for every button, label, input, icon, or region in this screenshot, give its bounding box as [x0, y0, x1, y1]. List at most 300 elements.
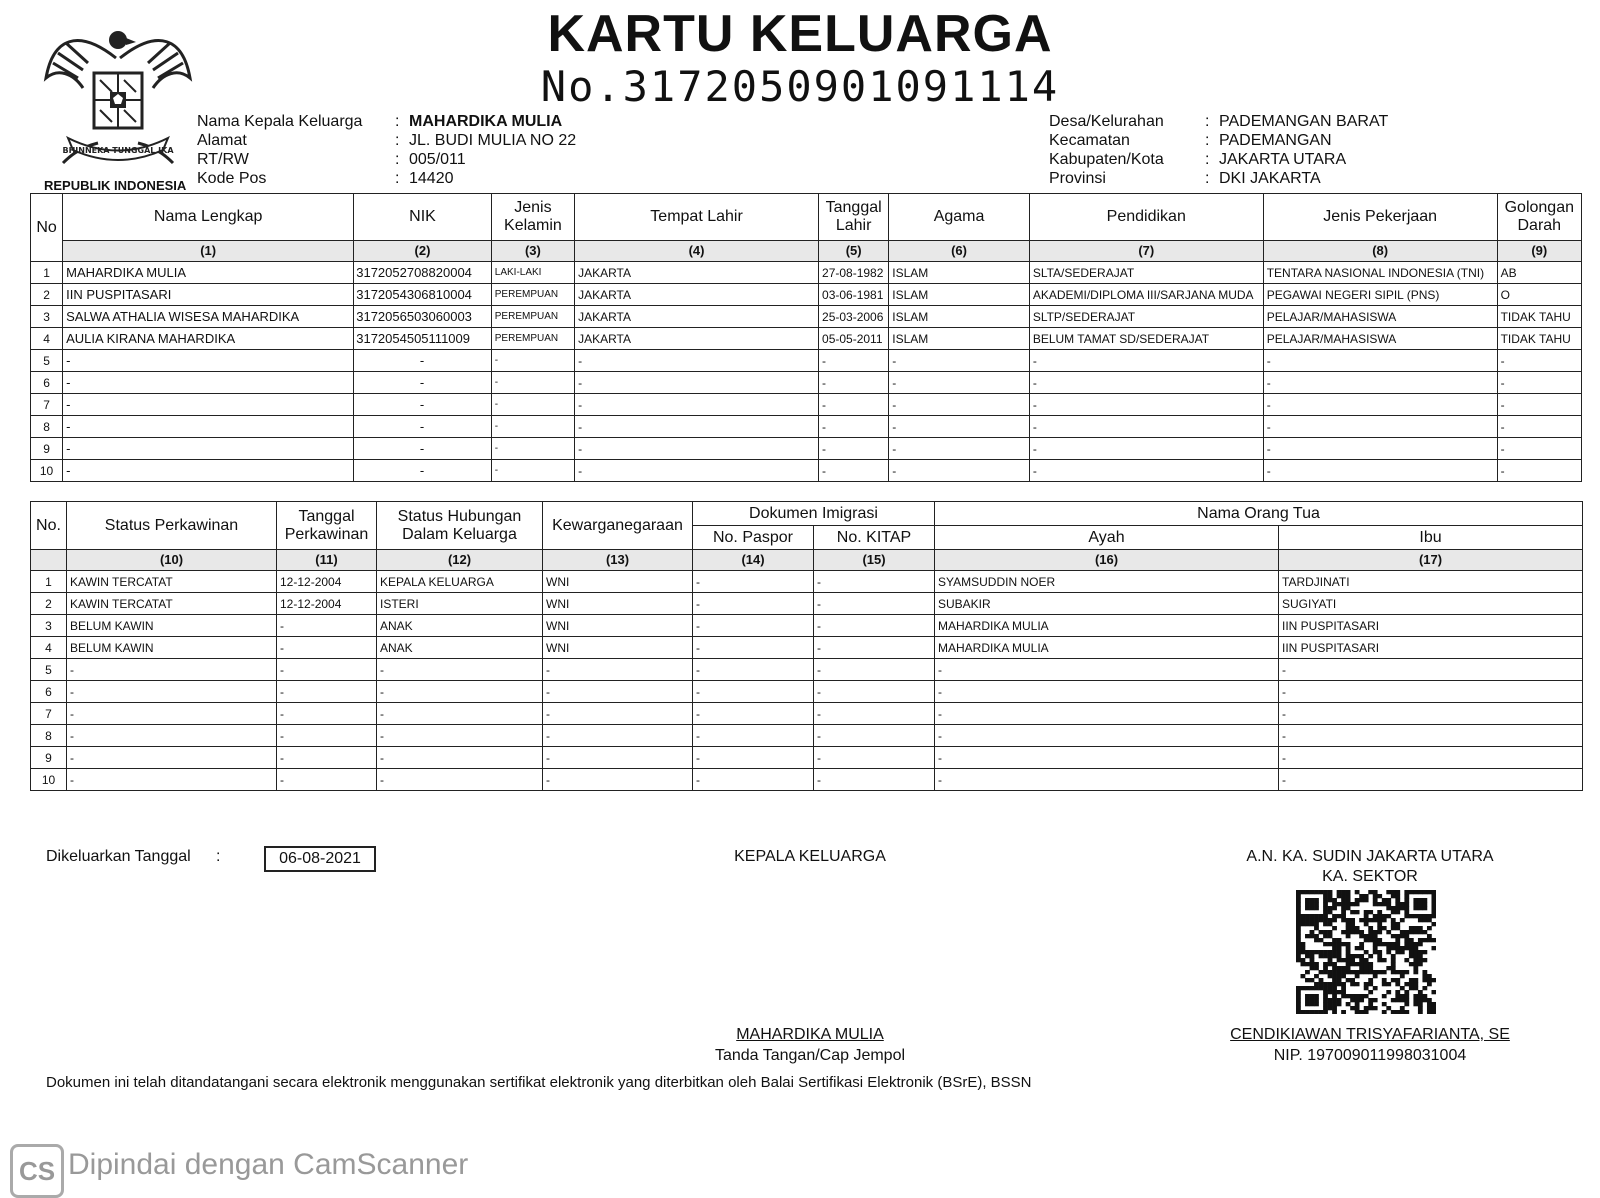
- table-row: [31, 681, 1583, 703]
- table-cell: IIN PUSPITASARI: [1279, 637, 1583, 659]
- table-cell: -: [277, 725, 377, 747]
- table-cell: -: [575, 416, 819, 438]
- t2-col-number: (17): [1279, 550, 1583, 571]
- table-cell: -: [889, 394, 1030, 416]
- table-cell: 10: [31, 769, 67, 791]
- table-cell: -: [354, 394, 492, 416]
- table-cell: -: [575, 394, 819, 416]
- table-cell: -: [889, 460, 1030, 482]
- table-cell: -: [819, 394, 889, 416]
- table-cell: -: [819, 372, 889, 394]
- table-cell: -: [935, 703, 1279, 725]
- table-cell: -: [1279, 681, 1583, 703]
- table-cell: KEPALA KELUARGA: [377, 571, 543, 593]
- table-cell: -: [693, 637, 814, 659]
- table-cell: -: [1029, 372, 1263, 394]
- t1-col-header: No: [31, 194, 63, 262]
- table-cell: 6: [31, 372, 63, 394]
- t1-col-number: (4): [575, 241, 819, 262]
- table-cell: -: [693, 681, 814, 703]
- table-cell: -: [819, 460, 889, 482]
- table-cell: -: [1029, 394, 1263, 416]
- table-cell: BELUM KAWIN: [67, 637, 277, 659]
- table-cell: -: [693, 659, 814, 681]
- emblem-caption: REPUBLIK INDONESIA: [44, 178, 187, 193]
- table-cell: PEREMPUAN: [491, 284, 574, 306]
- info-colon: :: [395, 170, 400, 187]
- table-cell: 3: [31, 306, 63, 328]
- table-cell: WNI: [543, 571, 693, 593]
- table-cell: JAKARTA: [575, 306, 819, 328]
- table-cell: 05-05-2011: [819, 328, 889, 350]
- table-cell: PELAJAR/MAHASISWA: [1263, 328, 1497, 350]
- table-cell: SUBAKIR: [935, 593, 1279, 615]
- table-row: [31, 416, 1582, 438]
- table-cell: -: [1263, 416, 1497, 438]
- table-cell: O: [1497, 284, 1581, 306]
- table-cell: WNI: [543, 637, 693, 659]
- t1-col-number: (9): [1497, 241, 1581, 262]
- table-cell: -: [377, 681, 543, 703]
- camscanner-text: Dipindai dengan CamScanner: [68, 1148, 469, 1181]
- table-cell: -: [63, 372, 354, 394]
- table-cell: 3: [31, 615, 67, 637]
- table-row: [31, 306, 1582, 328]
- t1-col-number: (1): [63, 241, 354, 262]
- table-cell: JAKARTA: [575, 284, 819, 306]
- table-cell: ISLAM: [889, 284, 1030, 306]
- t2-col-number: (10): [67, 550, 277, 571]
- table-cell: -: [1279, 769, 1583, 791]
- head-sign-label: Tanda Tangan/Cap Jempol: [714, 1047, 906, 1064]
- table-cell: 4: [31, 328, 63, 350]
- info-row: [197, 112, 576, 131]
- table-cell: 03-06-1981: [819, 284, 889, 306]
- table-cell: 3172052708820004: [354, 262, 492, 284]
- info-colon: :: [1205, 113, 1210, 130]
- table-cell: 27-08-1982: [819, 262, 889, 284]
- table-row: [31, 593, 1583, 615]
- table-cell: -: [1029, 460, 1263, 482]
- official-line1: A.N. KA. SUDIN JAKARTA UTARA: [1246, 848, 1494, 865]
- table-cell: -: [575, 350, 819, 372]
- table-cell: TIDAK TAHU: [1497, 306, 1581, 328]
- table-cell: 9: [31, 438, 63, 460]
- table-cell: TARDJINATI: [1279, 571, 1583, 593]
- table-cell: -: [277, 703, 377, 725]
- table-cell: -: [543, 659, 693, 681]
- table-cell: -: [354, 460, 492, 482]
- table-cell: -: [543, 681, 693, 703]
- issued-label: Dikeluarkan Tanggal: [46, 848, 191, 865]
- table-cell: PEGAWAI NEGERI SIPIL (PNS): [1263, 284, 1497, 306]
- info-row: [1049, 169, 1388, 188]
- table-cell: -: [1263, 394, 1497, 416]
- table-cell: -: [1497, 438, 1581, 460]
- info-colon: :: [395, 151, 400, 168]
- table-cell: ISLAM: [889, 306, 1030, 328]
- table-cell: 4: [31, 637, 67, 659]
- table-cell: -: [1497, 372, 1581, 394]
- t1-col-header: Agama: [889, 194, 1030, 241]
- table-cell: -: [277, 747, 377, 769]
- info-value: MAHARDIKA MULIA: [409, 113, 563, 130]
- table-cell: -: [935, 681, 1279, 703]
- info-colon: :: [395, 132, 400, 149]
- table-cell: -: [1497, 416, 1581, 438]
- table-cell: TIDAK TAHU: [1497, 328, 1581, 350]
- table-cell: -: [1263, 460, 1497, 482]
- camscanner-badge: CS: [10, 1144, 64, 1198]
- table-cell: 9: [31, 747, 67, 769]
- col-status-perkawinan: Status Perkawinan: [67, 502, 277, 550]
- table-cell: 1: [31, 262, 63, 284]
- col-kewarganegaraan: Kewarganegaraan: [543, 502, 693, 550]
- table-cell: -: [889, 350, 1030, 372]
- table-row: [31, 747, 1583, 769]
- col-status-hubungan: Status Hubungan Dalam Keluarga: [377, 502, 543, 550]
- t1-col-number: (7): [1029, 241, 1263, 262]
- t2-col-number: (14): [693, 550, 814, 571]
- table-cell: -: [377, 769, 543, 791]
- info-colon: :: [1205, 132, 1210, 149]
- table-cell: -: [889, 416, 1030, 438]
- table-cell: KAWIN TERCATAT: [67, 593, 277, 615]
- table-cell: -: [575, 438, 819, 460]
- table-row: [31, 394, 1582, 416]
- table-cell: -: [693, 747, 814, 769]
- official-nip: NIP. 197009011998031004: [1273, 1047, 1467, 1064]
- table-cell: -: [377, 703, 543, 725]
- table-cell: -: [935, 725, 1279, 747]
- table-cell: -: [67, 769, 277, 791]
- table-cell: -: [491, 372, 574, 394]
- table-cell: -: [693, 725, 814, 747]
- info-label: RT/RW: [197, 151, 249, 168]
- family-members-table: [30, 193, 1582, 482]
- table-cell: -: [277, 681, 377, 703]
- table-cell: 7: [31, 703, 67, 725]
- table-cell: MAHARDIKA MULIA: [935, 615, 1279, 637]
- t2-col-number-blank: [31, 550, 67, 571]
- table-row: [31, 284, 1582, 306]
- table-cell: -: [814, 659, 935, 681]
- table-cell: -: [1279, 659, 1583, 681]
- t1-col-number: (3): [491, 241, 574, 262]
- table-cell: -: [693, 571, 814, 593]
- info-colon: :: [1205, 151, 1210, 168]
- table-cell: 12-12-2004: [277, 593, 377, 615]
- table-cell: -: [814, 637, 935, 659]
- table-cell: -: [814, 747, 935, 769]
- t2-col-number: (16): [935, 550, 1279, 571]
- col-dokumen-imigrasi: Dokumen Imigrasi: [693, 502, 935, 526]
- table-cell: -: [693, 593, 814, 615]
- table-cell: -: [819, 438, 889, 460]
- t1-col-number: (2): [354, 241, 492, 262]
- table-cell: -: [1497, 394, 1581, 416]
- table-cell: -: [277, 659, 377, 681]
- info-colon: :: [395, 113, 400, 130]
- table-row: [31, 372, 1582, 394]
- table-cell: -: [1279, 747, 1583, 769]
- table-cell: -: [277, 615, 377, 637]
- table-cell: AULIA KIRANA MAHARDIKA: [63, 328, 354, 350]
- info-label: Desa/Kelurahan: [1049, 113, 1164, 130]
- table-cell: 25-03-2006: [819, 306, 889, 328]
- issued-date: 06-08-2021: [264, 846, 376, 872]
- table-row: [31, 350, 1582, 372]
- col-tanggal-perkawinan: Tanggal Perkawinan: [277, 502, 377, 550]
- household-info-right: [1049, 112, 1388, 188]
- table-cell: -: [354, 416, 492, 438]
- table-row: [31, 262, 1582, 284]
- table-cell: JAKARTA: [575, 328, 819, 350]
- table-cell: -: [67, 659, 277, 681]
- table-cell: -: [1279, 725, 1583, 747]
- table-cell: -: [63, 438, 354, 460]
- col-no: No.: [31, 502, 67, 550]
- table-cell: -: [377, 725, 543, 747]
- table-cell: -: [543, 703, 693, 725]
- table-cell: -: [935, 747, 1279, 769]
- table-cell: ANAK: [377, 615, 543, 637]
- table-cell: -: [377, 747, 543, 769]
- table-cell: -: [67, 681, 277, 703]
- table-cell: TENTARA NASIONAL INDONESIA (TNI): [1263, 262, 1497, 284]
- t1-col-header: Golongan Darah: [1497, 194, 1581, 241]
- table-cell: -: [814, 571, 935, 593]
- table-cell: -: [935, 659, 1279, 681]
- table-cell: -: [819, 416, 889, 438]
- table-cell: PELAJAR/MAHASISWA: [1263, 306, 1497, 328]
- info-value: PADEMANGAN BARAT: [1219, 113, 1389, 130]
- table-cell: -: [354, 350, 492, 372]
- table-cell: 2: [31, 593, 67, 615]
- table-row: [31, 725, 1583, 747]
- table-cell: -: [1263, 372, 1497, 394]
- table-cell: 12-12-2004: [277, 571, 377, 593]
- table-cell: -: [814, 769, 935, 791]
- head-title: KEPALA KELUARGA: [734, 848, 886, 865]
- info-value: 005/011: [409, 151, 466, 168]
- info-row: [1049, 112, 1388, 131]
- table-cell: 1: [31, 571, 67, 593]
- table-row: [31, 637, 1583, 659]
- table-cell: PEREMPUAN: [491, 306, 574, 328]
- table-cell: 3172054505111009: [354, 328, 492, 350]
- info-label: Kecamatan: [1049, 132, 1130, 149]
- info-label: Kode Pos: [197, 170, 267, 187]
- table-cell: -: [814, 681, 935, 703]
- table-cell: -: [277, 637, 377, 659]
- table-cell: -: [543, 769, 693, 791]
- table-cell: -: [491, 460, 574, 482]
- table-cell: MAHARDIKA MULIA: [935, 637, 1279, 659]
- table-cell: IIN PUSPITASARI: [1279, 615, 1583, 637]
- qr-code-icon: [1296, 890, 1436, 1014]
- table-cell: -: [491, 350, 574, 372]
- table-cell: -: [491, 416, 574, 438]
- table-cell: ISLAM: [889, 328, 1030, 350]
- col-nama-orang-tua: Nama Orang Tua: [935, 502, 1583, 526]
- table-cell: -: [1497, 350, 1581, 372]
- table-cell: -: [67, 747, 277, 769]
- table-cell: -: [814, 703, 935, 725]
- table-row: [31, 438, 1582, 460]
- table-cell: -: [1029, 416, 1263, 438]
- table-cell: ANAK: [377, 637, 543, 659]
- table-cell: -: [1263, 350, 1497, 372]
- table-cell: -: [814, 725, 935, 747]
- info-value: JAKARTA UTARA: [1219, 151, 1347, 168]
- esign-note: Dokumen ini telah ditandatangani secara elektronik menggunakan sertifikat elektronik yang diterbitkan oleh Balai Sertifikasi Elektronik (BSrE), BSSN: [46, 1074, 1032, 1091]
- table-cell: WNI: [543, 593, 693, 615]
- table-cell: -: [1029, 350, 1263, 372]
- table-cell: -: [63, 416, 354, 438]
- table-cell: BELUM KAWIN: [67, 615, 277, 637]
- table-cell: WNI: [543, 615, 693, 637]
- info-row: [197, 131, 576, 150]
- table-cell: SALWA ATHALIA WISESA MAHARDIKA: [63, 306, 354, 328]
- info-label: Kabupaten/Kota: [1049, 151, 1164, 168]
- table-cell: -: [693, 769, 814, 791]
- table-cell: 5: [31, 659, 67, 681]
- table-cell: 2: [31, 284, 63, 306]
- table-cell: SUGIYATI: [1279, 593, 1583, 615]
- table-cell: -: [1497, 460, 1581, 482]
- col-no-kitap: No. KITAP: [814, 526, 935, 550]
- t2-col-number: (11): [277, 550, 377, 571]
- table-cell: SLTP/SEDERAJAT: [1029, 306, 1263, 328]
- info-label: Alamat: [197, 132, 247, 149]
- table-cell: SLTA/SEDERAJAT: [1029, 262, 1263, 284]
- table-cell: ISTERI: [377, 593, 543, 615]
- table-cell: PEREMPUAN: [491, 328, 574, 350]
- table-cell: -: [889, 372, 1030, 394]
- info-row: [1049, 150, 1388, 169]
- info-value: JL. BUDI MULIA NO 22: [409, 132, 577, 149]
- table-cell: 5: [31, 350, 63, 372]
- table-cell: 3172054306810004: [354, 284, 492, 306]
- info-row: [197, 169, 576, 188]
- t2-col-number: (15): [814, 550, 935, 571]
- table-cell: SYAMSUDDIN NOER: [935, 571, 1279, 593]
- info-value: 14420: [409, 170, 454, 187]
- t1-col-header: Tempat Lahir: [575, 194, 819, 241]
- table-row: [31, 769, 1583, 791]
- t1-col-number: (5): [819, 241, 889, 262]
- t1-col-header: Jenis Pekerjaan: [1263, 194, 1497, 241]
- t1-col-number: (6): [889, 241, 1030, 262]
- t1-col-header: Tanggal Lahir: [819, 194, 889, 241]
- table-cell: -: [814, 615, 935, 637]
- info-label: Provinsi: [1049, 170, 1106, 187]
- table-cell: AKADEMI/DIPLOMA III/SARJANA MUDA: [1029, 284, 1263, 306]
- table-cell: -: [67, 725, 277, 747]
- table-cell: -: [819, 350, 889, 372]
- official-line2: KA. SEKTOR: [1322, 868, 1418, 885]
- head-name: MAHARDIKA MULIA: [736, 1026, 884, 1043]
- table-cell: 7: [31, 394, 63, 416]
- col-ayah: Ayah: [935, 526, 1279, 550]
- table-cell: 6: [31, 681, 67, 703]
- table-cell: -: [1029, 438, 1263, 460]
- t1-col-header: Pendidikan: [1029, 194, 1263, 241]
- table-cell: AB: [1497, 262, 1581, 284]
- table-cell: 10: [31, 460, 63, 482]
- table-cell: -: [277, 769, 377, 791]
- col-ibu: Ibu: [1279, 526, 1583, 550]
- table-cell: 3172056503060003: [354, 306, 492, 328]
- table-row: [31, 703, 1583, 725]
- table-cell: -: [935, 769, 1279, 791]
- table-cell: LAKI-LAKI: [491, 262, 574, 284]
- table-cell: -: [693, 615, 814, 637]
- table-cell: 8: [31, 725, 67, 747]
- info-value: DKI JAKARTA: [1219, 170, 1321, 187]
- table-cell: -: [377, 659, 543, 681]
- t1-col-number: (8): [1263, 241, 1497, 262]
- table-cell: -: [814, 593, 935, 615]
- table-cell: -: [693, 703, 814, 725]
- table-cell: -: [67, 703, 277, 725]
- table-cell: -: [575, 372, 819, 394]
- official-name: CENDIKIAWAN TRISYAFARIANTA, SE: [1230, 1026, 1510, 1043]
- info-row: [1049, 131, 1388, 150]
- table-cell: -: [543, 747, 693, 769]
- t2-col-number: (13): [543, 550, 693, 571]
- issued-colon: :: [216, 848, 221, 865]
- table-cell: -: [354, 438, 492, 460]
- table-row: [31, 328, 1582, 350]
- table-cell: 8: [31, 416, 63, 438]
- table-cell: -: [575, 460, 819, 482]
- table-row: [31, 571, 1583, 593]
- table-row: [31, 460, 1582, 482]
- table-row: [31, 659, 1583, 681]
- page-title: KARTU KELUARGA: [547, 5, 1053, 63]
- table-cell: IIN PUSPITASARI: [63, 284, 354, 306]
- t1-col-header: Nama Lengkap: [63, 194, 354, 241]
- table-cell: -: [543, 725, 693, 747]
- table-cell: -: [63, 350, 354, 372]
- table-cell: -: [491, 394, 574, 416]
- family-status-table: [30, 501, 1583, 791]
- t1-col-header: Jenis Kelamin: [491, 194, 574, 241]
- info-label: Nama Kepala Keluarga: [197, 113, 363, 130]
- table-cell: -: [1263, 438, 1497, 460]
- table-cell: -: [1279, 703, 1583, 725]
- document-number: No.3172050901091114: [540, 62, 1060, 111]
- table-cell: MAHARDIKA MULIA: [63, 262, 354, 284]
- table-cell: -: [63, 460, 354, 482]
- t2-col-number: (12): [377, 550, 543, 571]
- info-value: PADEMANGAN: [1219, 132, 1332, 149]
- table-cell: -: [491, 438, 574, 460]
- table-cell: -: [63, 394, 354, 416]
- info-colon: :: [1205, 170, 1210, 187]
- table-cell: JAKARTA: [575, 262, 819, 284]
- table-cell: BELUM TAMAT SD/SEDERAJAT: [1029, 328, 1263, 350]
- t1-col-header: NIK: [354, 194, 492, 241]
- table-cell: -: [354, 372, 492, 394]
- info-row: [197, 150, 576, 169]
- table-cell: -: [889, 438, 1030, 460]
- col-no-paspor: No. Paspor: [693, 526, 814, 550]
- table-cell: KAWIN TERCATAT: [67, 571, 277, 593]
- table-row: [31, 615, 1583, 637]
